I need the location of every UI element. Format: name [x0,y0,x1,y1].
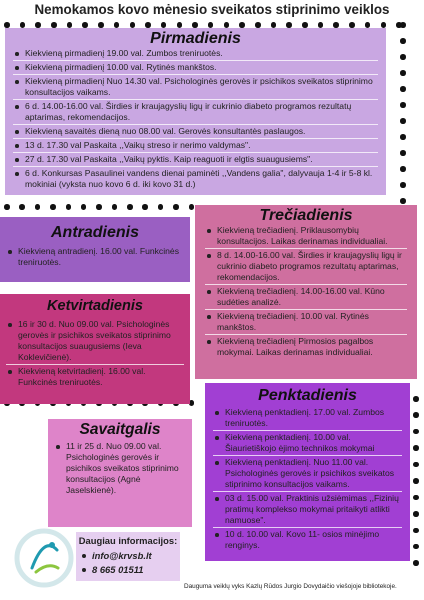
list-item: Kiekvieną pirmadienį 10.00 val. Rytinės mankštos. [13,62,378,75]
wednesday-heading: Trečiadienis [259,207,353,224]
decorative-dot [142,204,148,210]
list-item: 16 ir 30 d. Nuo 09.00 val. Psichologinės gerovės ir psichikos sveikatos stiprinimo konsultacijos suaugusiems (Ieva Koklevičienė). [6,319,184,365]
health-bureau-logo-icon [14,528,74,588]
decorative-dot [145,22,151,28]
list-item: 6 d. 14.00-16.00 val. Širdies ir kraujagyslių ligų ir cukrinio diabeto programos rezultatų aptarimas, rekomendacijos. [13,101,378,125]
decorative-dot [413,462,419,468]
decorative-dot [224,22,230,28]
dots-mid-row [4,203,194,211]
list-item: Kiekvieną penktadienį. 10.00 val. Šiaurietiškojo ėjimo technikos mokymai [213,432,402,456]
list-item: Kiekvieną savaitės dieną nuo 08.00 val. Gerovės konsultantės paslaugos. [13,126,378,139]
decorative-dot [413,560,419,566]
list-item: 13 d. 17.30 val Paskaita ,,Vaikų streso ir nerimo valdymas". [13,140,378,153]
weekend-heading: Savaitgalis [79,421,161,438]
decorative-dot [20,22,26,28]
footer-note: Dauguma veiklų vyks Kazlų Rūdos Jurgio Dovydaičio viešojoje bibliotekoje. [184,583,397,590]
decorative-dot [239,22,245,28]
list-item: Kiekvieną trečiadienį. Priklausomybių konsultacijos. Laikas derinamas individualiai. [205,225,407,249]
contact-phone[interactable]: 8 665 01511 [78,563,178,577]
list-item: 27 d. 17.30 val Paskaita ,,Vaikų pyktis. Kaip reaguoti ir elgtis suaugusiems". [13,154,378,167]
decorative-dot [177,22,183,28]
weekend-box [48,419,192,527]
decorative-dot [189,204,195,210]
list-item: Kiekvieną trečiadienį Pirmosios pagalbos mokymai. Laikas derinamas individualiai. [205,336,407,359]
decorative-dot [173,204,179,210]
decorative-dot [349,22,355,28]
decorative-dot [130,22,136,28]
decorative-dot [81,204,87,210]
monday-heading: Pirmadienis [150,30,241,47]
decorative-dot [35,204,41,210]
decorative-dot [114,22,120,28]
decorative-dot [271,22,277,28]
decorative-dot [400,118,406,124]
decorative-dot [400,182,406,188]
decorative-dot [302,22,308,28]
decorative-dot [413,511,419,517]
decorative-dot [112,204,118,210]
wednesday-list [205,225,407,359]
decorative-dot [413,495,419,501]
decorative-dot [98,22,104,28]
decorative-dot [158,204,164,210]
decorative-dot [413,528,419,534]
decorative-dot [318,22,324,28]
thursday-list [6,319,184,389]
contact-info-title: Daugiau informacijos: [78,535,178,546]
tuesday-heading: Antradienis [50,224,139,241]
friday-heading: Penktadienis [258,387,357,404]
thursday-heading: Ketvirtadienis [47,298,143,314]
decorative-dot [400,38,406,44]
contact-email[interactable]: info@krvsb.lt [78,549,178,563]
decorative-dot [400,54,406,60]
decorative-dot [192,22,198,28]
decorative-dot [400,166,406,172]
friday-box [205,383,410,561]
decorative-dot [82,22,88,28]
list-item: 10 d. 10.00 val. Kovo 11- osios minėjimo renginys. [213,529,402,552]
decorative-dot [50,204,56,210]
decorative-dot [413,412,419,418]
decorative-dot [208,22,214,28]
tuesday-list [6,246,184,269]
decorative-dot [96,204,102,210]
decorative-dot [67,22,73,28]
decorative-dot [413,544,419,550]
monday-box [5,28,386,195]
decorative-dot [19,204,25,210]
list-item: 8 d. 14.00-16.00 val. Širdies ir kraujagyslių ligų ir cukrinio diabeto programos rezultatų aptarimas, rekomendacijos. [205,250,407,285]
decorative-dot [4,204,10,210]
decorative-dot [400,22,406,28]
list-item: Kiekvieną trečiadienį. 14.00-16.00 val. Kūno sudėties analizė. [205,286,407,310]
decorative-dot [35,22,41,28]
list-item: Kiekvieną penktadienį. Nuo 11.00 val. Psichologinės gerovės ir psichikos sveikatos stiprinimo konsultacijos vaikams. [213,457,402,492]
decorative-dot [127,204,133,210]
decorative-dot [381,22,387,28]
decorative-dot [413,445,419,451]
thursday-box [0,294,190,404]
decorative-dot [66,204,72,210]
decorative-dot [51,22,57,28]
list-item: 03 d. 15.00 val. Praktinis užsiėmimas ,,Fizinių pratimų komplekso mokymai pritaikyti atlikti namuose". [213,493,402,528]
list-item: Kiekvieną pirmadienį 19.00 val. Zumbos treniruotės. [13,48,378,61]
page-title: Nemokamos kovo mėnesio sveikatos stiprinimo veiklos [34,2,390,17]
decorative-dot [400,198,406,204]
list-item: Kiekvieną pirmadienį Nuo 14.30 val. Psichologinės gerovės ir psichikos sveikatos stiprinimo konsultacijos vaikams. [13,76,378,100]
decorative-dot [400,70,406,76]
contact-info-box [76,532,180,581]
wednesday-box [195,205,417,379]
weekend-list [54,441,186,497]
decorative-dot [400,150,406,156]
decorative-dot [4,22,10,28]
list-item: Kiekvieną antradienį. 16.00 val. Funkcinės treniruotės. [6,246,184,269]
list-item: 11 ir 25 d. Nuo 09.00 val. Psichologinės gerovės ir psichikos sveikatos stiprinimo konsultacijos (Agnė Jaselskienė). [54,441,186,497]
dots-bottom-right-column [412,396,420,566]
list-item: Kiekvieną ketvirtadienį. 16.00 val. Funkcinės treniruotės. [6,366,184,389]
list-item: Kiekvieną penktadienį. 17.00 val. Zumbos treniruotės. [213,407,402,431]
list-item: 6 d. Konkursas Pasaulinei vandens dienai paminėti ,,Vandens galia", dalyvauja 1-4 ir 5-8 kl. mokiniai (vyksta nuo kovo 6 d. iki kovo 31 d.) [13,168,378,191]
decorative-dot [413,478,419,484]
tuesday-box [0,217,190,282]
decorative-dot [400,86,406,92]
decorative-dot [255,22,261,28]
decorative-dot [286,22,292,28]
decorative-dot [161,22,167,28]
decorative-dot [413,396,419,402]
decorative-dot [400,102,406,108]
list-item: Kiekvieną trečiadienį. 10.00 val. Rytinės mankštos. [205,311,407,335]
decorative-dot [413,429,419,435]
decorative-dot [333,22,339,28]
friday-list [213,407,402,552]
decorative-dot [365,22,371,28]
decorative-dot [400,134,406,140]
monday-list [13,48,378,191]
